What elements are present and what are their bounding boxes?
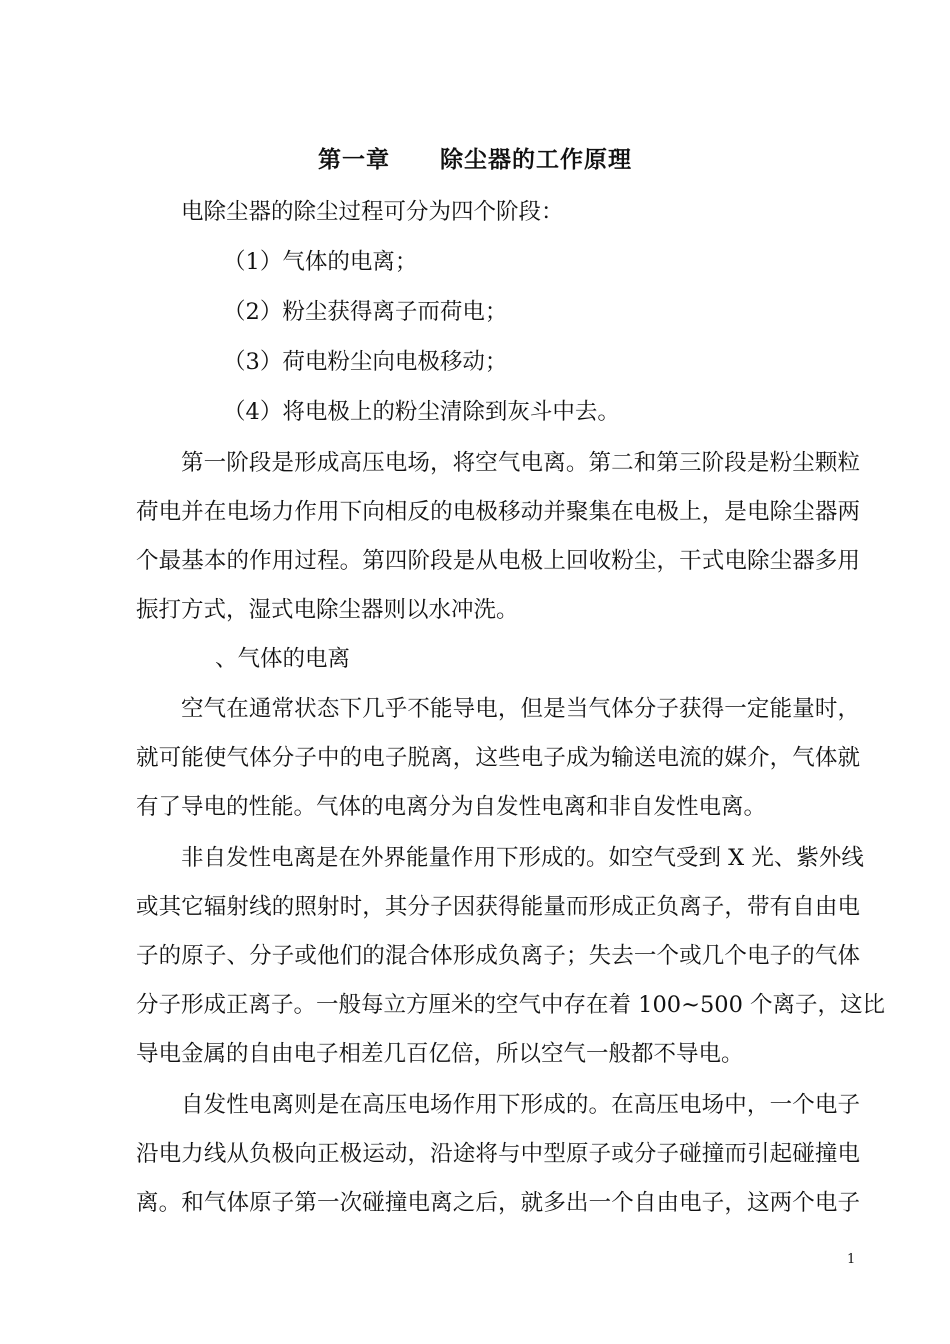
paragraph-line: 自发性电离则是在高压电场作用下形成的。在高压电场中，一个电子 <box>181 1092 860 1118</box>
stage-item: （2）粉尘获得离子而荷电； <box>223 299 508 325</box>
intro-text: 电除尘器的除尘过程可分为四个阶段： <box>181 199 564 225</box>
stage-item: （3）荷电粉尘向电极移动； <box>223 349 508 375</box>
chapter-title <box>0 141 950 174</box>
paragraph-line: 有了导电的性能。气体的电离分为自发性电离和非自发性电离。 <box>136 794 767 820</box>
paragraph-line: 就可能使气体分子中的电子脱离，这些电子成为输送电流的媒介，气体就 <box>136 745 860 771</box>
paragraph-line: 子的原子、分子或他们的混合体形成负离子；失去一个或几个电子的气体 <box>136 943 860 969</box>
stage-item: （1）气体的电离； <box>223 249 418 275</box>
paragraph-line: 沿电力线从负极向正极运动，沿途将与中型原子或分子碰撞而引起碰撞电 <box>136 1141 860 1167</box>
paragraph-line: 荷电并在电场力作用下向相反的电极移动并聚集在电极上，是电除尘器两 <box>136 499 860 525</box>
stage-item: （4）将电极上的粉尘清除到灰斗中去。 <box>223 399 620 425</box>
paragraph-line: 第一阶段是形成高压电场，将空气电离。第二和第三阶段是粉尘颗粒 <box>181 450 860 476</box>
chapter-number: 第一章 <box>318 146 390 173</box>
paragraph-line: 或其它辐射线的照射时，其分子因获得能量而形成正负离子，带有自由电 <box>136 894 860 920</box>
section-heading: 、气体的电离 <box>215 646 351 672</box>
paragraph-line: 分子形成正离子。一般每立方厘米的空气中存在着 100~500 个离子，这比 <box>136 992 886 1018</box>
chapter-name: 除尘器的工作原理 <box>440 146 632 173</box>
page-number: 1 <box>847 1252 856 1267</box>
paragraph-line: 非自发性电离是在外界能量作用下形成的。如空气受到 X 光、紫外线 <box>181 845 864 871</box>
paragraph-line: 导电金属的自由电子相差几百亿倍，所以空气一般都不导电。 <box>136 1041 744 1067</box>
paragraph-line: 空气在通常状态下几乎不能导电，但是当气体分子获得一定能量时， <box>181 696 860 722</box>
paragraph-line: 个最基本的作用过程。第四阶段是从电极上回收粉尘，干式电除尘器多用 <box>136 548 860 574</box>
paragraph-line: 振打方式，湿式电除尘器则以水冲洗。 <box>136 597 519 623</box>
paragraph-line: 离。和气体原子第一次碰撞电离之后，就多出一个自由电子，这两个电子 <box>136 1190 860 1216</box>
